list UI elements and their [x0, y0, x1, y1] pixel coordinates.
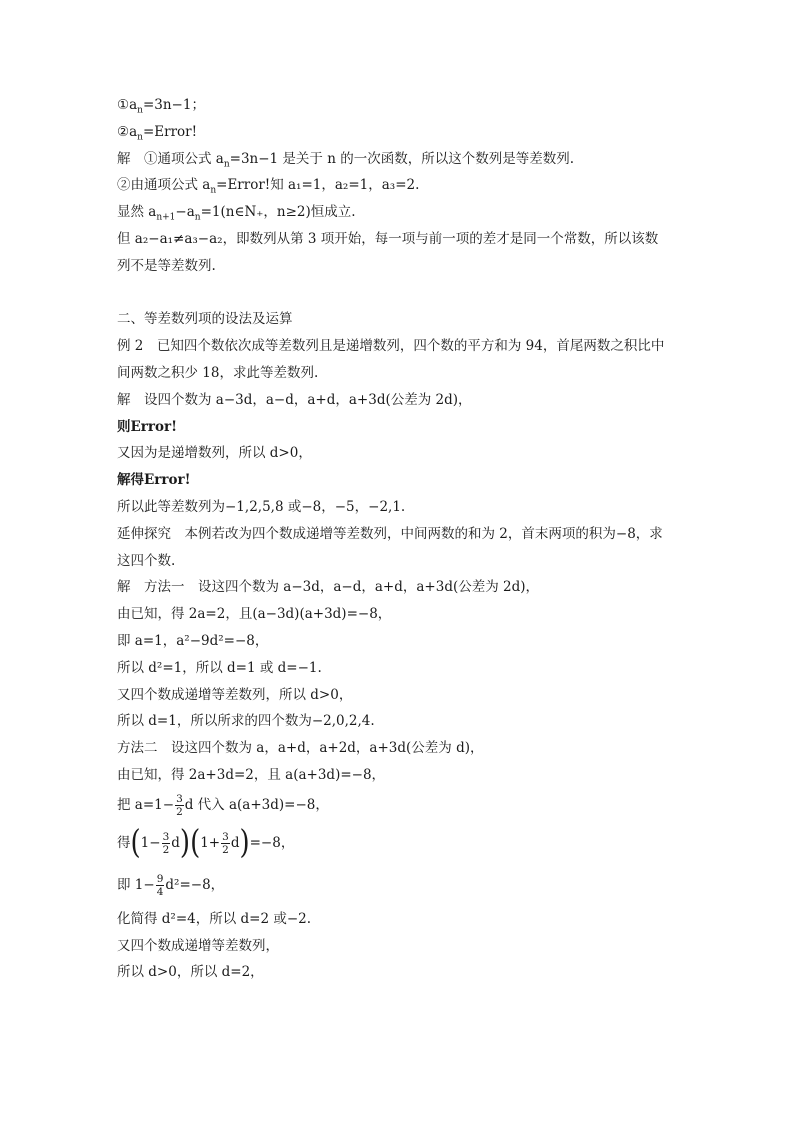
numerator: 9	[156, 872, 164, 885]
method-2-line-3-b: d 代入 a(a+3d)=−8，	[184, 796, 329, 813]
method-2-line-4	[117, 822, 679, 864]
fraction-3-over-2	[162, 831, 171, 856]
method-2-line-4-b: 1−	[140, 834, 161, 851]
left-paren: (	[190, 824, 201, 862]
method-2-line-5-a: 即 1−	[117, 876, 155, 893]
item-2-lead: ②a	[117, 123, 138, 140]
solution-1-line-5: 列不是等差数列.	[117, 257, 216, 274]
subscript-n: n	[223, 159, 230, 170]
method-2-line-4-c: d	[171, 834, 180, 851]
method-2-line-3	[117, 789, 679, 822]
method-2-line-2: 由已知，得 2a+3d=2，且 a(a+3d)=−8，	[117, 766, 386, 783]
numerator: 3	[162, 830, 170, 843]
fraction-3-over-2	[221, 831, 230, 856]
solution-1-line-1	[117, 146, 679, 173]
method-2-line-5	[117, 864, 679, 906]
example-2-solution-line-4: 解得Error!	[117, 472, 191, 489]
method-1-line-1: 解 方法一 设这四个数为 a−3d，a−d，a+d，a+3d(公差为 2d)，	[117, 579, 540, 596]
solution-1-line-2	[117, 172, 679, 199]
solution-1-line-3-head: 显然 a	[117, 204, 157, 221]
subscript-n-plus-1: n+1	[156, 212, 176, 223]
denominator: 4	[156, 885, 164, 898]
item-2	[117, 119, 679, 146]
example-2-solution-line-5: 所以此等差数列为−1,2,5,8 或−8，−5，−2,1.	[117, 498, 406, 515]
method-1-line-4: 所以 d²=1，所以 d=1 或 d=−1.	[117, 659, 322, 676]
numerator: 3	[176, 792, 183, 805]
item-1-lead: ①a	[117, 97, 138, 113]
solution-1-line-1-head: 解 ①通项公式 a	[117, 150, 224, 167]
example-2-line-2: 间两数之积少 18，求此等差数列.	[117, 364, 319, 381]
solution-1-line-2-tail: =Error!知 a₁=1，a₂=1，a₃=2.	[216, 177, 420, 194]
left-paren: (	[130, 824, 141, 862]
document-body	[117, 92, 679, 986]
item-2-rest: =Error!	[142, 123, 198, 140]
method-2-line-1: 方法二 设这四个数为 a，a+d，a+2d，a+3d(公差为 d)，	[117, 740, 484, 757]
extension-line-2: 这四个数.	[117, 552, 176, 569]
subscript-n: n	[137, 105, 143, 116]
denominator: 2	[162, 843, 170, 856]
method-2-line-4-f: =−8，	[249, 834, 295, 851]
solution-1-line-1-tail: =3n−1 是关于 n 的一次函数，所以这个数列是等差数列.	[229, 150, 574, 167]
example-2-solution-line-2: 则Error!	[117, 418, 178, 435]
right-paren: )	[179, 824, 191, 862]
paragraph-gap	[117, 280, 679, 307]
subscript-n: n	[137, 132, 143, 143]
solution-1-line-3-tail: =1(n∈N₊，n≥2)恒成立.	[200, 204, 356, 221]
method-2-line-3-a: 把 a=1−	[117, 796, 175, 813]
example-2-solution-line-3: 又因为是递增数列，所以 d>0，	[117, 445, 312, 462]
extension-line-1: 延伸探究 本例若改为四个数成递增等差数列，中间两数的和为 2，首末两项的积为−8，求	[117, 525, 663, 542]
fraction-9-over-4	[156, 873, 165, 898]
solution-1-line-3: 显然 $a_{n+1}-a_n=1(n\in N_+$，n≥2)恒成立.	[117, 204, 356, 223]
method-2-line-6: 化简得 d²=4，所以 d=2 或−2.	[117, 910, 312, 927]
section-title: 二、等差数列项的设法及运算	[117, 311, 293, 328]
subscript-n: n	[194, 212, 201, 223]
method-1-line-6: 所以 d=1，所以所求的四个数为−2,0,2,4.	[117, 713, 375, 730]
denominator: 2	[176, 805, 183, 818]
method-2-line-4-a: 得	[117, 834, 131, 851]
item-1	[117, 92, 679, 119]
method-1-line-2: 由已知，得 2a=2，且(a−3d)(a+3d)=−8，	[117, 606, 392, 623]
denominator: 2	[222, 843, 229, 856]
subscript-n: n	[210, 186, 217, 197]
numerator: 3	[222, 830, 229, 843]
method-2-line-8: 所以 d>0，所以 d=2，	[117, 964, 264, 981]
method-2-line-5-b: d²=−8，	[165, 876, 225, 893]
solution-1-line-2-head: ②由通项公式 a	[117, 177, 211, 194]
item-1-rest: =3n−1；	[142, 97, 205, 113]
right-paren: )	[239, 824, 250, 862]
method-1-line-5: 又四个数成递增等差数列，所以 d>0，	[117, 686, 353, 703]
example-2-solution-line-1: 解 设四个数为 a−3d，a−d，a+d，a+3d(公差为 2d)，	[117, 391, 472, 408]
method-2-line-7: 又四个数成递增等差数列，	[117, 937, 279, 954]
method-2-line-4-d: 1+	[200, 834, 221, 851]
example-2-line-1: 例 2 已知四个数依次成等差数列且是递增数列，四个数的平方和为 94，首尾两数之积比中	[117, 338, 665, 355]
fraction-3-over-2	[175, 793, 184, 818]
solution-1-line-4: 但 a₂−a₁≠a₃−a₂，即数列从第 3 项开始，每一项与前一项的差才是同一个常数，所以该数	[117, 230, 659, 247]
method-1-line-3: 即 a=1，a²−9d²=−8，	[117, 632, 269, 649]
method-2-line-4-e: d	[230, 834, 240, 851]
